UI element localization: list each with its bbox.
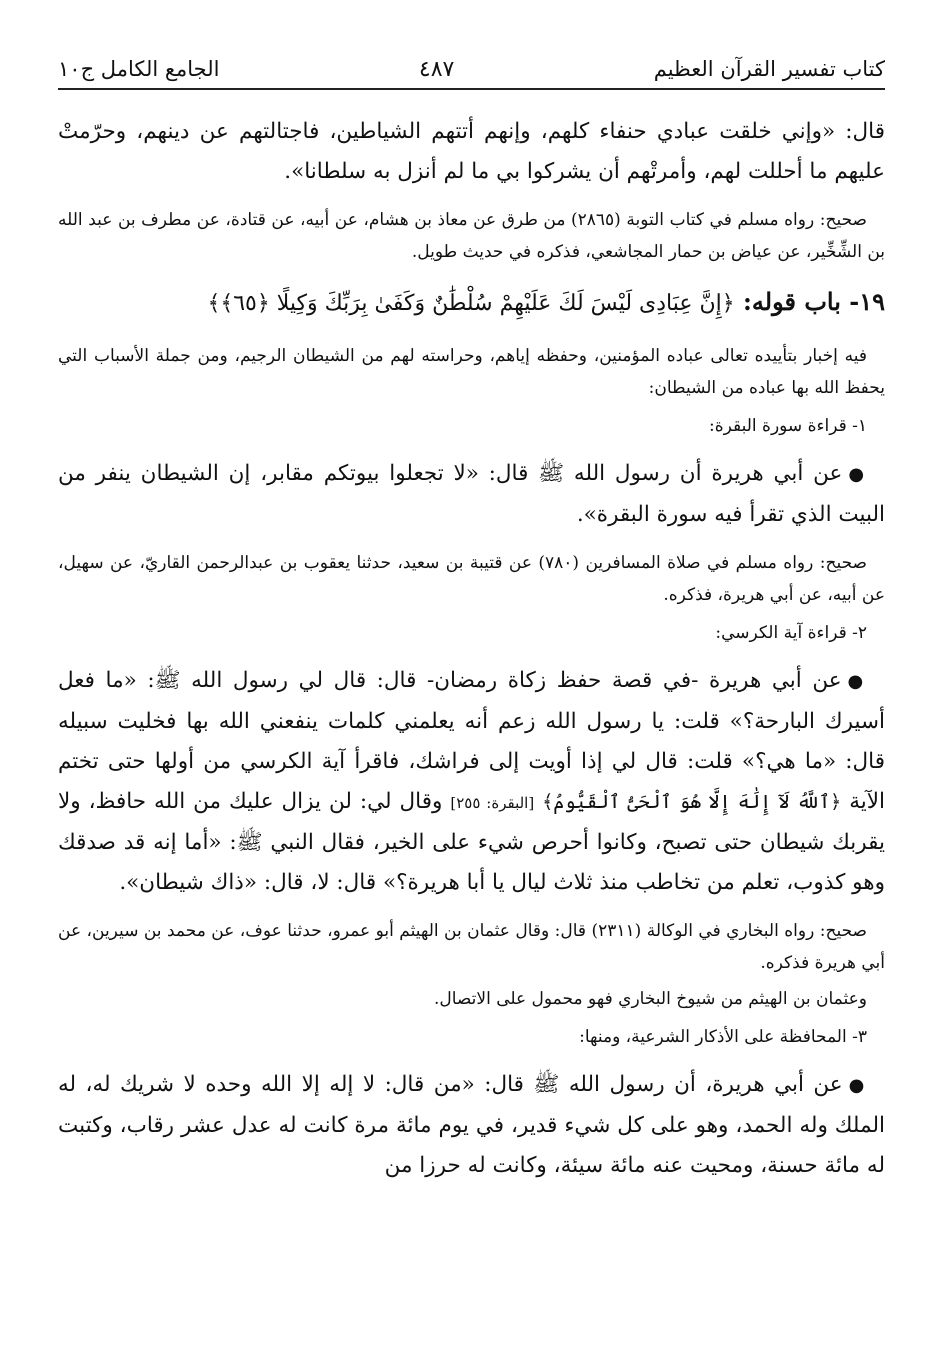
hadith-3-text-a: عن أبي هريرة -في قصة حفظ زكاة رمضان- قال: قال لي رسول الله ﷺ: «ما فعل أسيرك البارحة؟» قلت: يا رسول الله زعم أنه يعلمني كلمات ينفعني الله بها فخليت سبيله قال: «ما هي؟» قلت: قال لي إذا أويت إلى فراشك، فاقرأ آية الكرسي من أولها حتى تختم الآية <box>58 668 886 814</box>
chapter-heading-ayah: ﴿إِنَّ عِبَادِى لَيْسَ لَكَ عَلَيْهِمْ سُلْطَٰنٌ وَكَفَىٰ بِرَبِّكَ وَكِيلًا ﴿٦٥﴾﴾ <box>207 291 735 316</box>
takhrij-note-3: صحيح: رواه البخاري في الوكالة (٢٣١١) قال: وقال عثمان بن الهيثم أبو عمرو، حدثنا عوف، عن محمد بن سيرين، عن أبي هريرة فذكره. <box>58 921 885 973</box>
takhrij-note-1: صحيح: رواه مسلم في كتاب التوبة (٢٨٦٥) من طرق عن معاذ بن هشام، عن أبيه، عن قتادة، عن مطرف بن عبد الله بن الشِّخِّير، عن عياض بن حمار المجاشعي، فذكره في حديث طويل. <box>58 210 885 262</box>
takhrij-note-4: وعثمان بن الهيثم من شيوخ البخاري فهو محمول على الاتصال. <box>433 989 867 1009</box>
list-item-3: ٣- المحافظة على الأذكار الشرعية، ومنها: <box>579 1027 867 1047</box>
bullet-icon: ● <box>848 1075 867 1096</box>
hadith-3-ayah: ﴿ٱللَّهُ لَآ إِلَٰهَ إِلَّا هُوَ ٱلْحَىُّ ٱلْقَيُّومُ﴾ <box>542 791 842 813</box>
takhrij-note-2: صحيح: رواه مسلم في صلاة المسافرين (٧٨٠) عن قتيبة بن سعيد، حدثنا يعقوب بن عبدالرحمن القاريّ، عن سهيل، عن أبيه، عن أبي هريرة، فذكره. <box>58 553 885 605</box>
page-number: ٤٨٧ <box>418 57 455 82</box>
header-divider <box>58 88 885 90</box>
list-item-2: ٢- قراءة آية الكرسي: <box>715 623 867 643</box>
chapter-heading-label: ١٩- باب قوله: <box>743 287 885 316</box>
bullet-icon: ● <box>847 671 867 692</box>
hadith-3-ayah-ref: [البقرة: ٢٥٥] <box>450 794 535 812</box>
hadith-continuation: قال: «وإني خلقت عبادي حنفاء كلهم، وإنهم أتتهم الشياطين، فاجتالتهم عن دينهم، وحرّمتْ عليهم ما أحللت لهم، وأمرتْهم أن يشركوا بي ما لم أنزل به سلطانا». <box>58 119 885 184</box>
header-book-title: كتاب تفسير القرآن العظيم <box>653 57 885 81</box>
header-volume-title: الجامع الكامل ج١٠ <box>58 57 220 81</box>
hadith-4 <box>58 1065 885 1186</box>
hadith-2 <box>58 454 885 535</box>
hadith-4-text: عن أبي هريرة، أن رسول الله ﷺ قال: «من قال: لا إله إلا الله وحده لا شريك له، له الملك وله الحمد، وهو على كل شيء قدير، في يوم مائة مرة كانت له عدل عشر رقاب، وكتبت له مائة حسنة، ومحيت عنه مائة سيئة، وكانت له حرزا من <box>58 1072 885 1178</box>
bullet-icon: ● <box>848 464 867 485</box>
chapter-intro: فيه إخبار بتأييده تعالى عباده المؤمنين، وحفظه إياهم، وحراسته لهم من الشيطان الرجيم، ومن جملة الأسباب التي يحفظ الله بها عباده من الشيطان: <box>58 346 885 398</box>
hadith-3 <box>58 661 885 903</box>
chapter-heading <box>58 278 885 328</box>
running-header <box>58 52 885 86</box>
hadith-3-text-b: وقال لي: لن يزال عليك من الله حافظ، ولا يقربك شيطان حتى تصبح، وكانوا أحرص شيء على الخير، فقال النبي ﷺ: «أما إنه قد صدقك وهو كذوب، تعلم من تخاطب منذ ثلاث ليال يا أبا هريرة؟» قال: لا، قال: «ذاك شيطان». <box>58 789 885 895</box>
book-page <box>58 52 885 1371</box>
hadith-2-text: عن أبي هريرة أن رسول الله ﷺ قال: «لا تجعلوا بيوتكم مقابر، إن الشيطان ينفر من البيت الذي تقرأ فيه سورة البقرة». <box>58 461 885 527</box>
list-item-1: ١- قراءة سورة البقرة: <box>708 416 867 436</box>
